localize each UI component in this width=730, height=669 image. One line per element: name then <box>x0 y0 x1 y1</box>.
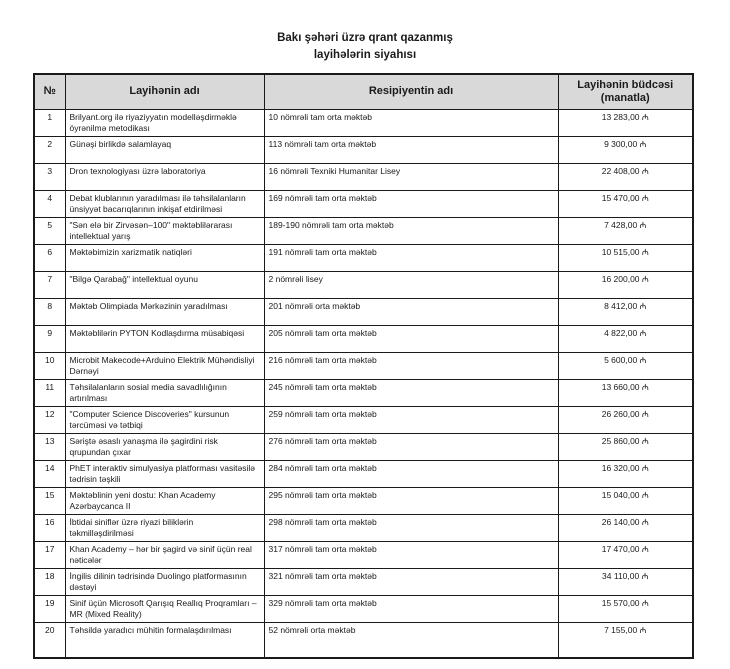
project-budget: 26 140,00 ₼ <box>558 514 693 541</box>
table-row <box>34 487 693 514</box>
recipient-name: 321 nömrəli tam orta məktəb <box>264 568 558 595</box>
table-row <box>34 190 693 217</box>
project-budget: 26 260,00 ₼ <box>558 406 693 433</box>
project-budget: 25 860,00 ₼ <box>558 433 693 460</box>
recipient-name: 16 nömrəli Texniki Humanitar Lisey <box>264 163 558 190</box>
project-name: "Bilgə Qarabağ" intellektual oyunu <box>65 271 264 298</box>
project-budget: 8 412,00 ₼ <box>558 298 693 325</box>
project-name: Təhsilalanların sosial media savadlılığının artırılması <box>65 379 264 406</box>
project-budget: 15 040,00 ₼ <box>558 487 693 514</box>
grants-table <box>33 73 694 659</box>
row-number: 13 <box>34 433 65 460</box>
table-row <box>34 298 693 325</box>
recipient-name: 259 nömrəli tam orta məktəb <box>264 406 558 433</box>
row-number: 18 <box>34 568 65 595</box>
table-row <box>34 379 693 406</box>
table-row <box>34 163 693 190</box>
project-budget: 22 408,00 ₼ <box>558 163 693 190</box>
row-number: 17 <box>34 541 65 568</box>
table-row <box>34 325 693 352</box>
row-number: 14 <box>34 460 65 487</box>
recipient-name: 189-190 nömrəli tam orta məktəb <box>264 217 558 244</box>
recipient-name: 329 nömrəli tam orta məktəb <box>264 595 558 622</box>
row-number: 19 <box>34 595 65 622</box>
table-row <box>34 244 693 271</box>
project-name: Günəşi birlikdə salamlayaq <box>65 136 264 163</box>
row-number: 2 <box>34 136 65 163</box>
project-name: Khan Academy – hər bir şagird və sinif üçün real nəticələr <box>65 541 264 568</box>
table-header <box>34 74 693 109</box>
recipient-name: 2 nömrəli lisey <box>264 271 558 298</box>
table-row <box>34 433 693 460</box>
row-number: 5 <box>34 217 65 244</box>
row-number: 8 <box>34 298 65 325</box>
project-name: Məktəblinin yeni dostu: Khan Academy Azərbaycanca II <box>65 487 264 514</box>
table-row <box>34 271 693 298</box>
recipient-name: 201 nömrəli orta məktəb <box>264 298 558 325</box>
row-number: 15 <box>34 487 65 514</box>
table-row <box>34 217 693 244</box>
recipient-name: 191 nömrəli tam orta məktəb <box>264 244 558 271</box>
project-name: Sinif üçün Microsoft Qarışıq Reallıq Proqramları – MR (Mixed Reality) <box>65 595 264 622</box>
project-name: İbtidai siniflər üzrə riyazi biliklərin təkmilləşdirilməsi <box>65 514 264 541</box>
recipient-name: 216 nömrəli tam orta məktəb <box>264 352 558 379</box>
row-number: 4 <box>34 190 65 217</box>
row-number: 10 <box>34 352 65 379</box>
table-row <box>34 109 693 136</box>
project-name: PhET interaktiv simulyasiya platforması vasitəsilə tədrisin təşkili <box>65 460 264 487</box>
project-name: Təhsildə yaradıcı mühitin formalaşdırılması <box>65 622 264 658</box>
recipient-name: 317 nömrəli tam orta məktəb <box>264 541 558 568</box>
row-number: 20 <box>34 622 65 658</box>
row-number: 7 <box>34 271 65 298</box>
project-name: Məktəbimizin xarizmatik natiqləri <box>65 244 264 271</box>
table-header-row <box>34 74 693 109</box>
recipient-name: 205 nömrəli tam orta məktəb <box>264 325 558 352</box>
project-name: İngilis dilinin tədrisində Duolingo platformasının dəstəyi <box>65 568 264 595</box>
project-budget: 15 570,00 ₼ <box>558 595 693 622</box>
page-title <box>0 0 730 64</box>
row-number: 9 <box>34 325 65 352</box>
page-title-line-2: layihələrin siyahısı <box>313 49 417 61</box>
table-row <box>34 460 693 487</box>
project-budget: 16 200,00 ₼ <box>558 271 693 298</box>
project-name: Dron texnologiyası üzrə laboratoriya <box>65 163 264 190</box>
table-row <box>34 595 693 622</box>
project-name: Brilyant.org ilə riyaziyyatın modelləşdirməklə öyrənilmə metodikası <box>65 109 264 136</box>
project-budget: 17 470,00 ₼ <box>558 541 693 568</box>
recipient-name: 298 nömrəli tam orta məktəb <box>264 514 558 541</box>
column-header-recipient: Resipiyentin adı <box>264 74 558 109</box>
recipient-name: 113 nömrəli tam orta məktəb <box>264 136 558 163</box>
recipient-name: 169 nömrəli tam orta məktəb <box>264 190 558 217</box>
table-row <box>34 406 693 433</box>
table-row <box>34 352 693 379</box>
table-body <box>34 109 693 658</box>
project-budget: 16 320,00 ₼ <box>558 460 693 487</box>
column-header-budget: Layihənin büdcəsi (manatla) <box>558 74 693 109</box>
table-row <box>34 622 693 658</box>
project-name: Məktəb Olimpiada Mərkəzinin yaradılması <box>65 298 264 325</box>
project-name: Debat klublarının yaradılması ilə təhsilalanların ünsiyyət bacarıqlarının inkişaf etdirilməsi <box>65 190 264 217</box>
project-budget: 15 470,00 ₼ <box>558 190 693 217</box>
project-name: "Sən elə bir Zirvəsən–100" məktəblilərarası intellektual yarış <box>65 217 264 244</box>
project-budget: 13 660,00 ₼ <box>558 379 693 406</box>
recipient-name: 295 nömrəli tam orta məktəb <box>264 487 558 514</box>
project-budget: 4 822,00 ₼ <box>558 325 693 352</box>
row-number: 12 <box>34 406 65 433</box>
row-number: 1 <box>34 109 65 136</box>
column-header-number: № <box>34 74 65 109</box>
page-title-line-1: Bakı şəhəri üzrə qrant qazanmış <box>277 32 453 44</box>
table-row <box>34 541 693 568</box>
project-budget: 34 110,00 ₼ <box>558 568 693 595</box>
column-header-project: Layihənin adı <box>65 74 264 109</box>
project-budget: 9 300,00 ₼ <box>558 136 693 163</box>
recipient-name: 245 nömrəli tam orta məktəb <box>264 379 558 406</box>
recipient-name: 52 nömrəli orta məktəb <box>264 622 558 658</box>
row-number: 16 <box>34 514 65 541</box>
table-row <box>34 136 693 163</box>
project-budget: 7 155,00 ₼ <box>558 622 693 658</box>
table-row <box>34 514 693 541</box>
project-budget: 10 515,00 ₼ <box>558 244 693 271</box>
project-budget: 7 428,00 ₼ <box>558 217 693 244</box>
recipient-name: 10 nömrəli tam orta məktəb <box>264 109 558 136</box>
recipient-name: 284 nömrəli tam orta məktəb <box>264 460 558 487</box>
row-number: 3 <box>34 163 65 190</box>
project-name: Məktəblilərin PYTON Kodlaşdırma müsabiqəsi <box>65 325 264 352</box>
row-number: 11 <box>34 379 65 406</box>
project-name: Səriştə əsaslı yanaşma ilə şagirdini risk qrupundan çıxar <box>65 433 264 460</box>
recipient-name: 276 nömrəli tam orta məktəb <box>264 433 558 460</box>
row-number: 6 <box>34 244 65 271</box>
project-name: Microbit Makecode+Arduino Elektrik Mühəndisliyi Dərnəyi <box>65 352 264 379</box>
project-budget: 5 600,00 ₼ <box>558 352 693 379</box>
table-row <box>34 568 693 595</box>
project-budget: 13 283,00 ₼ <box>558 109 693 136</box>
project-name: "Computer Science Discoveries" kursunun tərcüməsi və tətbiqi <box>65 406 264 433</box>
